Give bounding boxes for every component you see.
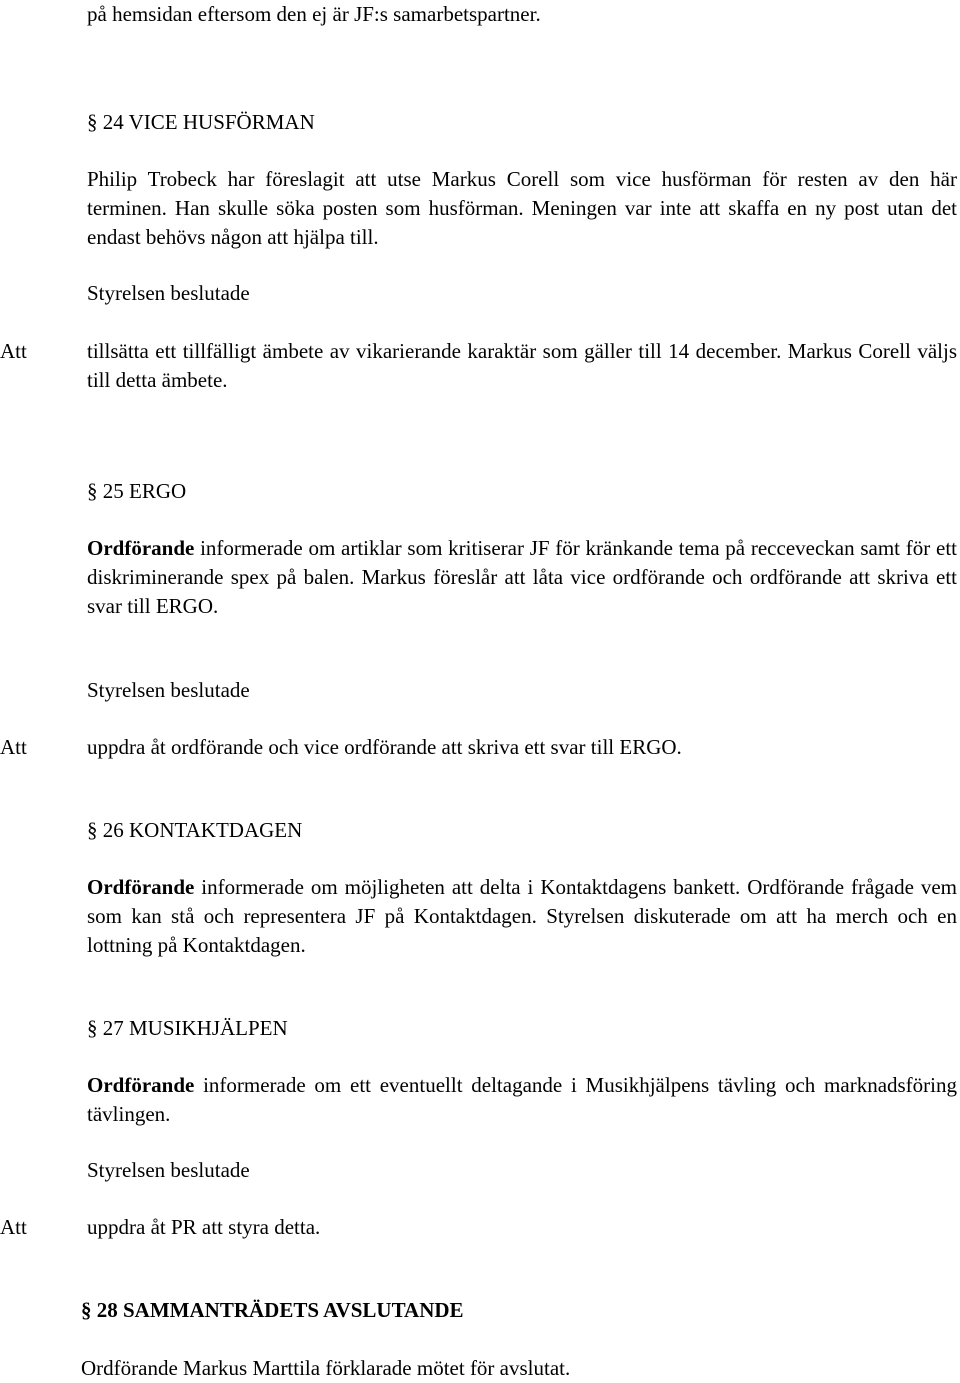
section-25-heading: § 25 ERGO [87,479,187,503]
section-25-att-label: Att [0,735,27,759]
section-24-decision-intro: Styrelsen beslutade [87,281,250,305]
section-25-body-subject: Ordförande [87,536,195,560]
section-26-body-text: informerade om möjligheten att delta i Kontaktdagens bankett. Ordförande frågade vem som kan stå och representera JF på Kontaktdagen. Styrelsen diskuterade om att ha merch och en lottning på Kontaktdagen. [87,875,957,957]
section-26-body [87,873,957,960]
section-27-decision-intro: Styrelsen beslutade [87,1158,250,1182]
section-27-body-text: informerade om ett eventuellt deltagande i Musikhjälpens tävling och marknadsföring tävlingen. [87,1073,958,1126]
section-26-body-subject: Ordförande [87,875,195,899]
section-24-att-label: Att [0,339,27,363]
section-27-body-subject: Ordförande [87,1073,195,1097]
section-25-body [87,534,957,621]
section-28-heading: § 28 SAMMANTRÄDETS AVSLUTANDE [81,1298,464,1322]
section-24-decision: tillsätta ett tillfälligt ämbete av vikarierande karaktär som gäller till 14 december. Markus Corell väljs till detta ämbete. [87,339,957,392]
carryover-line: på hemsidan eftersom den ej är JF:s samarbetspartner. [87,2,541,26]
section-27-att-label: Att [0,1215,27,1239]
section-28-body: Ordförande Markus Marttila förklarade mötet för avslutat. [81,1356,571,1380]
section-24-heading: § 24 VICE HUSFÖRMAN [87,110,315,134]
section-24-body: Philip Trobeck har föreslagit att utse Markus Corell som vice husförman för resten av den här terminen. Han skulle söka posten som husförman. Meningen var inte att skaffa en ny post utan det endast behövs någon att hjälpa till. [87,167,957,249]
section-27-decision: uppdra åt PR att styra detta. [87,1215,321,1239]
section-25-body-text: informerade om artiklar som kritiserar JF för kränkande tema på recceveckan samt för ett diskriminerande spex på balen. Markus föreslår att låta vice ordförande och ordförande att skriva ett svar till ERGO. [87,536,957,618]
section-27-body [87,1071,957,1129]
section-27-heading: § 27 MUSIKHJÄLPEN [87,1016,288,1040]
section-26-heading: § 26 KONTAKTDAGEN [87,818,303,842]
section-25-decision-intro: Styrelsen beslutade [87,678,250,702]
section-25-decision: uppdra åt ordförande och vice ordförande att skriva ett svar till ERGO. [87,735,682,759]
